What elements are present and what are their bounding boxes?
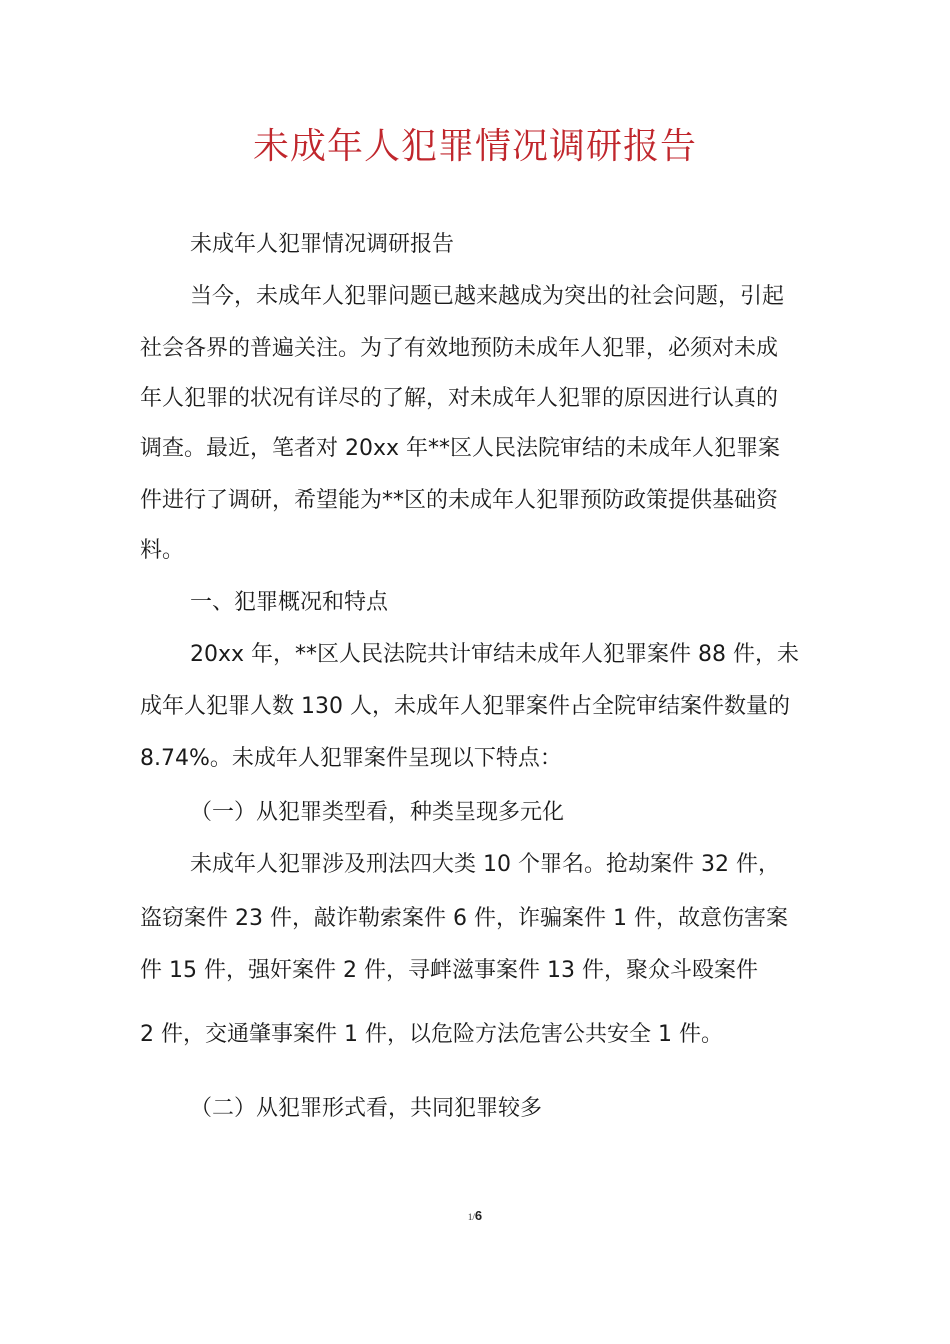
page-current: 1/ xyxy=(467,1212,475,1222)
subsection-heading: （一）从犯罪类型看，种类呈现多元化 xyxy=(190,800,565,825)
body-line: 调查。最近，笔者对 20xx 年**区人民法院审结的未成年人犯罪案 xyxy=(140,436,781,461)
body-line: 成年人犯罪人数 130 人，未成年人犯罪案件占全院审结案件数量的 xyxy=(140,694,790,719)
body-line: 盗窃案件 23 件，敲诈勒索案件 6 件，诈骗案件 1 件，故意伤害案 xyxy=(140,906,788,931)
body-line: 20xx 年，**区人民法院共计审结未成年人犯罪案件 88 件，未 xyxy=(190,642,800,667)
body-line: 当今，未成年人犯罪问题已越来越成为突出的社会问题，引起 xyxy=(190,284,785,309)
section-heading: 一、犯罪概况和特点 xyxy=(190,590,389,615)
body-line: 件进行了调研，希望能为**区的未成年人犯罪预防政策提供基础资 xyxy=(140,488,779,513)
body-line: 年人犯罪的状况有详尽的了解，对未成年人犯罪的原因进行认真的 xyxy=(140,386,779,411)
body-line: 未成年人犯罪涉及刑法四大类 10 个罪名。抢劫案件 32 件， xyxy=(190,852,780,877)
body-line: 社会各界的普遍关注。为了有效地预防未成年人犯罪，必须对未成 xyxy=(140,336,779,361)
page-total: 6 xyxy=(474,1208,483,1223)
body-line: 料。 xyxy=(140,538,185,563)
body-line: 8.74%。未成年人犯罪案件呈现以下特点： xyxy=(140,746,562,771)
body-line: 2 件，交通肇事案件 1 件，以危险方法危害公共安全 1 件。 xyxy=(140,1022,723,1047)
body-line: 件 15 件，强奸案件 2 件，寻衅滋事案件 13 件，聚众斗殴案件 xyxy=(140,958,758,983)
page-number xyxy=(0,1208,950,1224)
body-line: 未成年人犯罪情况调研报告 xyxy=(190,232,455,257)
subsection-heading: （二）从犯罪形式看，共同犯罪较多 xyxy=(190,1096,543,1121)
document-title: 未成年人犯罪情况调研报告 xyxy=(252,126,697,167)
